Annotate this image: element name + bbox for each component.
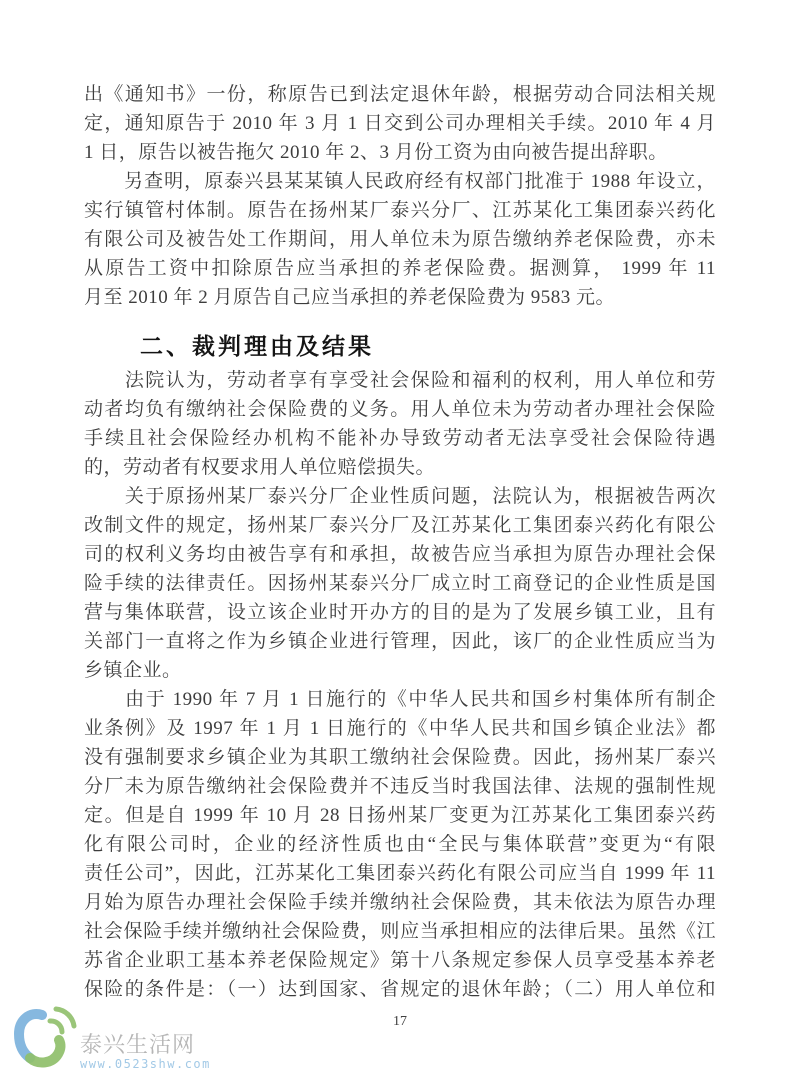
text-line: 另查明，原泰兴县某某镇人民政府经有权部门批准于 1988 年设立， [84, 171, 716, 192]
logo-blue-arc [19, 1014, 42, 1058]
text-line: 苏省企业职工基本养老保险规定》第十八条规定参保人员享受基本养老 [84, 950, 716, 971]
text-line: 乡镇企业。 [84, 660, 182, 681]
watermark-text [80, 1033, 211, 1074]
text-line: 有限公司及被告处工作期间，用人单位未为原告缴纳养老保险费，亦未 [84, 229, 716, 250]
text-line: 营与集体联营，设立该企业时开办方的目的是为了发展乡镇工业，且有 [84, 602, 716, 623]
text-line: 关部门一直将之作为乡镇企业进行管理，因此，该厂的企业性质应当为 [84, 631, 716, 652]
paragraph [84, 366, 716, 482]
text-line: 实行镇管村体制。原告在扬州某厂泰兴分厂、江苏某化工集团泰兴药化 [84, 200, 716, 221]
text-line: 出《通知书》一份，称原告已到法定退休年龄，根据劳动合同法相关规 [84, 84, 716, 105]
text-line: 月始为原告办理社会保险手续并缴纳社会保险费，其未依法为原告办理 [84, 892, 716, 913]
paragraph [84, 80, 716, 167]
text-line: 法院认为，劳动者享有享受社会保险和福利的权利，用人单位和劳 [84, 370, 716, 391]
watermark-site-name: 泰兴生活网 [80, 1032, 196, 1057]
paragraph [84, 685, 716, 1004]
page-number: 17 [393, 1014, 407, 1029]
section-heading: 二、裁判理由及结果 [140, 333, 374, 359]
text-line: 险手续的法律责任。因扬州某泰兴分厂成立时工商登记的企业性质是国 [84, 573, 716, 594]
text-line: 动者均负有缴纳社会保险费的义务。用人单位未为劳动者办理社会保险 [84, 399, 716, 420]
text-line: 定，通知原告于 2010 年 3 月 1 日交到公司办理相关手续。2010 年 4 月 [84, 113, 716, 134]
text-line: 的，劳动者有权要求用人单位赔偿损失。 [84, 457, 436, 478]
watermark-site-url: www.0523shw.com [80, 1057, 211, 1071]
text-line: 定。但是自 1999 年 10 月 28 日扬州某厂变更为江苏某化工集团泰兴药 [84, 805, 716, 826]
text-line: 从原告工资中扣除原告应当承担的养老保险费。据测算， 1999 年 11 [84, 258, 716, 279]
watermark [6, 1002, 211, 1074]
logo-signal-arc-small [50, 1021, 62, 1032]
text-line: 手续且社会保险经办机构不能补办导致劳动者无法享受社会保险待遇 [84, 428, 716, 449]
watermark-logo-icon [6, 1002, 78, 1074]
text-line: 司的权利义务均由被告享有和承担，故被告应当承担为原告办理社会保 [84, 544, 716, 565]
paragraph [84, 167, 716, 312]
text-line: 化有限公司时，企业的经济性质也由“全民与集体联营”变更为“有限 [84, 834, 716, 855]
text-line: 分厂未为原告缴纳社会保险费并不违反当时我国法律、法规的强制性规 [84, 776, 716, 797]
text-line: 1 日，原告以被告拖欠 2010 年 2、3 月份工资为由向被告提出辞职。 [84, 142, 668, 163]
paragraph [84, 482, 716, 685]
text-line: 业条例》及 1997 年 1 月 1 日施行的《中华人民共和国乡镇企业法》都 [84, 718, 716, 739]
logo-green-arc [30, 1040, 60, 1063]
text-line: 关于原扬州某厂泰兴分厂企业性质问题，法院认为，根据被告两次 [84, 486, 716, 507]
text-line: 保险的条件是：（一）达到国家、省规定的退休年龄；（二）用人单位和 [84, 979, 716, 1000]
text-line: 社会保险手续并缴纳社会保险费，则应当承担相应的法律后果。虽然《江 [84, 921, 716, 942]
text-line: 改制文件的规定，扬州某厂泰兴分厂及江苏某化工集团泰兴药化有限公 [84, 515, 716, 536]
document-body [84, 80, 716, 1004]
text-line: 没有强制要求乡镇企业为其职工缴纳社会保险费。因此，扬州某厂泰兴 [84, 747, 716, 768]
text-line: 月至 2010 年 2 月原告自己应当承担的养老保险费为 9583 元。 [84, 287, 616, 308]
text-line: 由于 1990 年 7 月 1 日施行的《中华人民共和国乡村集体所有制企 [84, 689, 716, 710]
text-line: 责任公司”，因此，江苏某化工集团泰兴药化有限公司应当自 1999 年 11 [84, 863, 716, 884]
